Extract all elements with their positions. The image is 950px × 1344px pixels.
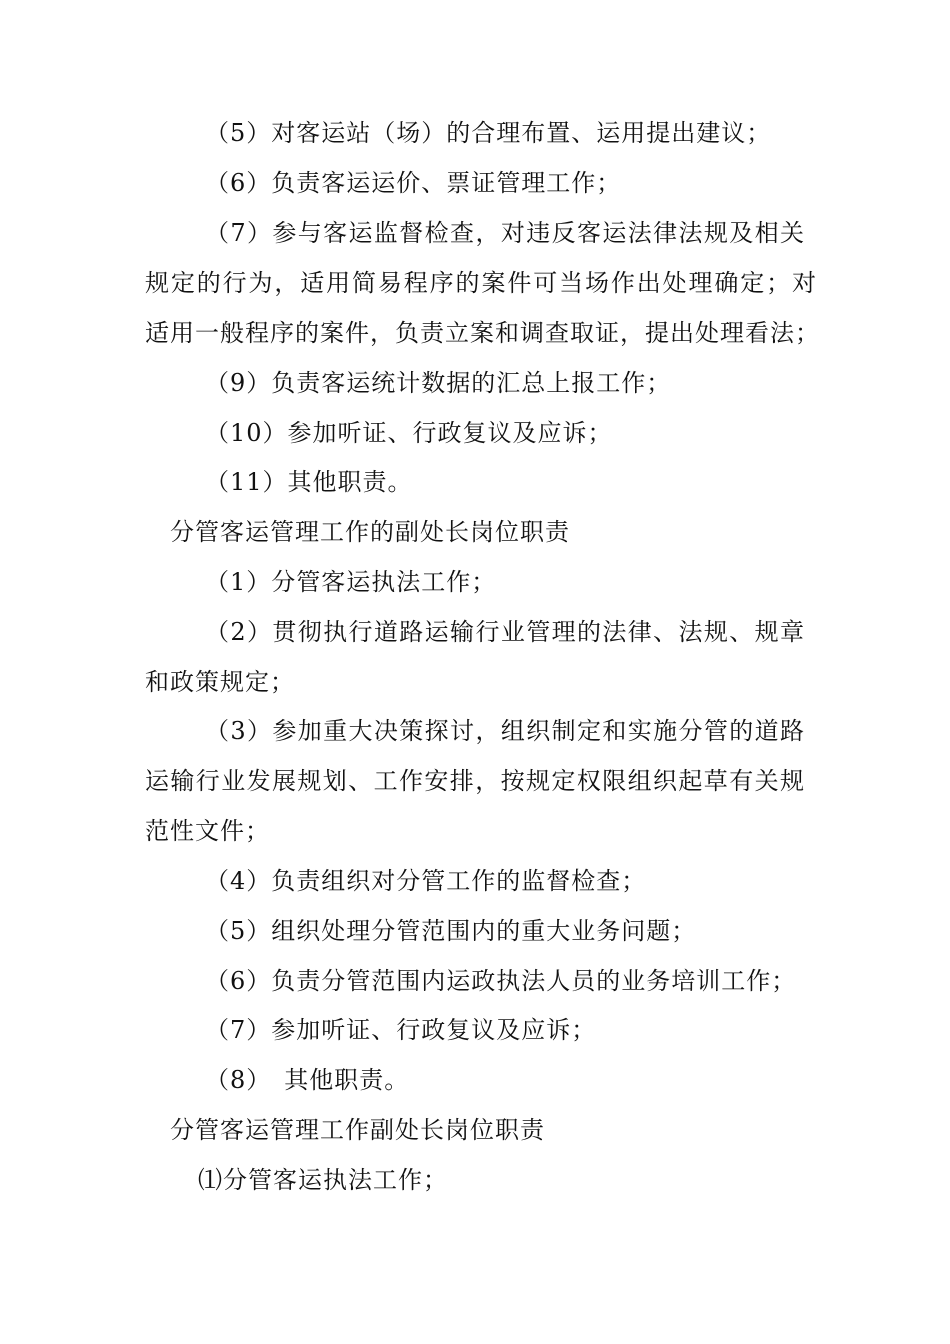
text-line-7-supervision: （7）参与客运监督检查，对违反客运法律法规及相关: [205, 219, 805, 247]
text-line-7-continued-a: 规定的行为，适用简易程序的案件可当场作出处理确定；对: [145, 269, 817, 297]
text-line-5-station-layout: （5）对客运站（场）的合理布置、运用提出建议；: [205, 119, 772, 147]
text-line-11-other-duties: （11）其他职责。: [205, 468, 413, 496]
text-line-2-continued: 和政策规定；: [145, 668, 295, 696]
text-line-6-fares-tickets: （6）负责客运运价、票证管理工作；: [205, 169, 622, 197]
text-line-9-statistics: （9）负责客运统计数据的汇总上报工作；: [205, 369, 672, 397]
text-line-1-enforcement-2: ⑴分管客运执法工作；: [198, 1166, 448, 1194]
text-line-2-implement-laws: （2）贯彻执行道路运输行业管理的法律、法规、规章: [205, 618, 805, 646]
text-line-3-continued-b: 范性文件；: [145, 817, 270, 845]
text-line-3-continued-a: 运输行业发展规划、工作安排，按规定权限组织起草有关规: [145, 767, 805, 795]
text-line-4-oversight: （4）负责组织对分管工作的监督检查；: [205, 867, 647, 895]
text-line-1-enforcement: （1）分管客运执法工作；: [205, 568, 497, 596]
text-line-6-training: （6）负责分管范围内运政执法人员的业务培训工作；: [205, 967, 797, 995]
text-line-7-continued-b: 适用一般程序的案件，负责立案和调查取证，提出处理看法；: [145, 319, 820, 347]
text-line-10-hearings: （10）参加听证、行政复议及应诉；: [205, 419, 613, 447]
text-line-7-hearings: （7）参加听证、行政复议及应诉；: [205, 1016, 597, 1044]
section-heading-deputy-director-2: 分管客运管理工作副处长岗位职责: [170, 1116, 545, 1144]
text-line-3-decision-making: （3）参加重大决策探讨，组织制定和实施分管的道路: [205, 717, 805, 745]
text-line-8-other-duties: （8） 其他职责。: [205, 1066, 410, 1094]
section-heading-deputy-director: 分管客运管理工作的副处长岗位职责: [170, 518, 570, 546]
text-line-5-major-issues: （5）组织处理分管范围内的重大业务问题；: [205, 917, 697, 945]
